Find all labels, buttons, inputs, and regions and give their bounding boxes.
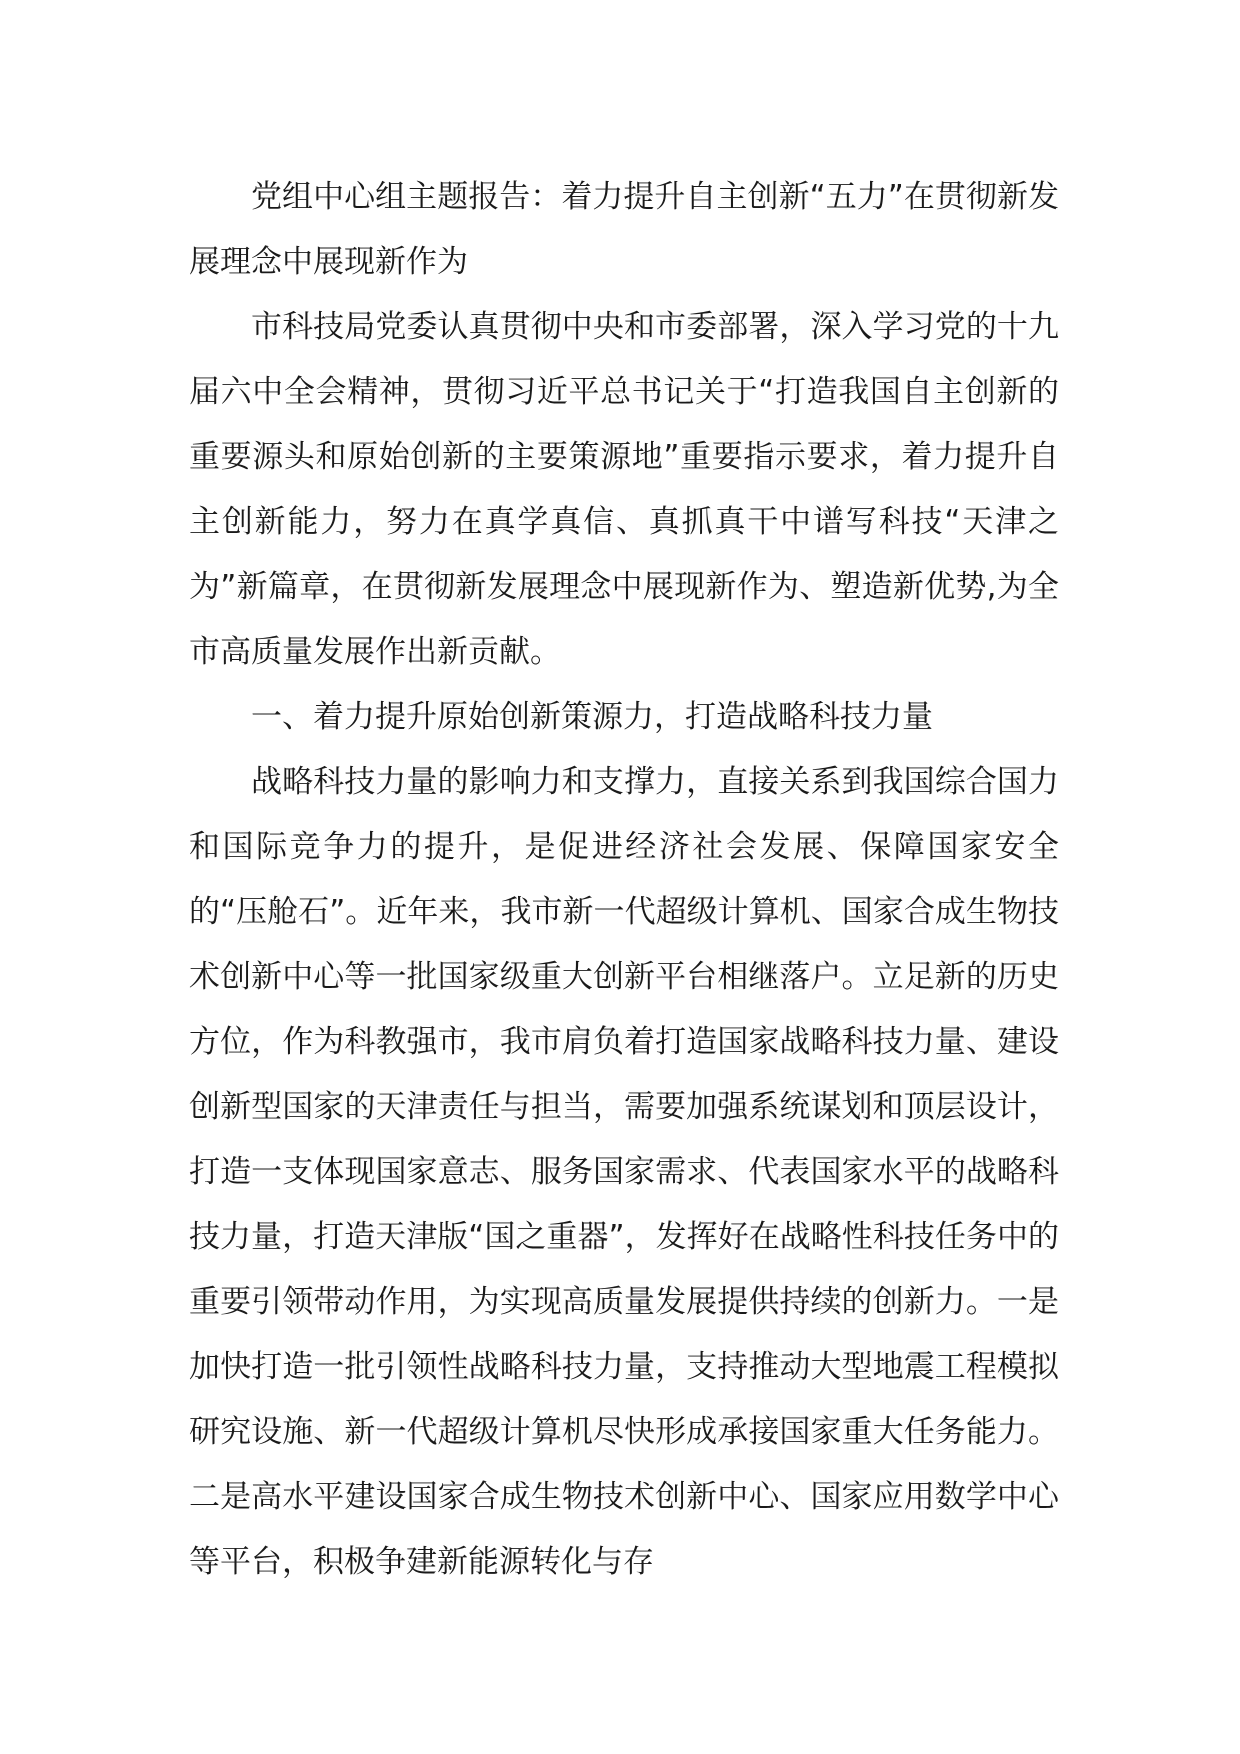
section-heading-1: 一、着力提升原始创新策源力，打造战略科技力量	[251, 699, 933, 735]
paragraph-section-1-body: 战略科技力量的影响力和支撑力，直接关系到我国综合国力和国际竞争力的提升，是促进经济社会发展、保障国家安全的“压舱石”。近年来，我市新一代超级计算机、国家合成生物技术创新中心等一批国家级重大创新平台相继落户。立足新的历史方位，作为科教强市，我市肩负着打造国家战略科技力量、建设创新型国家的天津责任与担当，需要加强系统谋划和顶层设计，打造一支体现国家意志、服务国家需求、代表国家水平的战略科技力量，打造天津版“国之重器”，发挥好在战略性科技任务中的重要引领带动作用，为实现高质量发展提供持续的创新力。一是加快打造一批引领性战略科技力量，支持推动大型地震工程模拟研究设施、新一代超级计算机尽快形成承接国家重大任务能力。二是高水平建设国家合成生物技术创新中心、国家应用数学中心等平台，积极争建新能源转化与存	[189, 764, 1059, 1580]
paragraph-intro: 市科技局党委认真贯彻中央和市委部署，深入学习党的十九届六中全会精神，贯彻习近平总书记关于“打造我国自主创新的重要源头和原始创新的主要策源地”重要指示要求，着力提升自主创新能力，努力在真学真信、真抓真干中谱写科技“天津之为”新篇章，在贯彻新发展理念中展现新作为、塑造新优势,为全市高质量发展作出新贡献。	[189, 309, 1059, 670]
document-page	[189, 165, 1059, 1595]
document-title: 党组中心组主题报告：着力提升自主创新“五力”在贯彻新发展理念中展现新作为	[189, 179, 1059, 280]
